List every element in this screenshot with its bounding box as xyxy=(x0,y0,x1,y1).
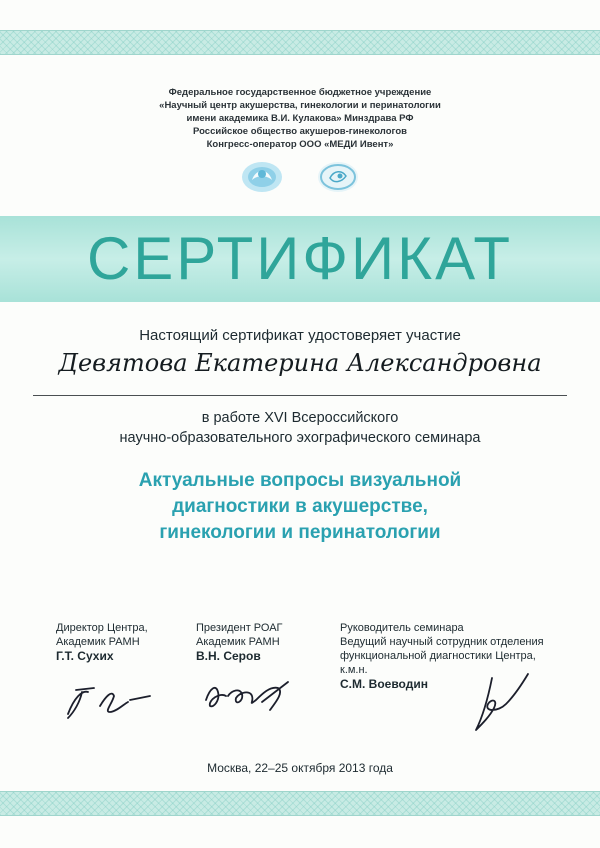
top-band-edge xyxy=(0,54,600,55)
name-underline xyxy=(33,395,567,396)
bottom-decorative-band xyxy=(0,791,600,815)
intro-text: Настоящий сертификат удостоверяет участие xyxy=(139,327,461,344)
org-line: Федеральное государственное бюджетное учреждение xyxy=(168,87,432,98)
recipient-name: Девятова Екатерина Александровна xyxy=(58,349,542,377)
signatory-title: функциональной диагностики Центра, xyxy=(340,650,536,662)
signatory-title: Руководитель семинара xyxy=(340,622,464,634)
certificate-title: СЕРТИФИКАТ xyxy=(86,225,514,292)
org-line: Конгресс-оператор ООО «МЕДИ Ивент» xyxy=(206,139,394,150)
top-band-edge xyxy=(0,30,600,31)
signatory-name: Г.Т. Сухих xyxy=(56,649,114,663)
topic-line: Актуальные вопросы визуальной xyxy=(138,470,462,491)
signatory-name: С.М. Воеводин xyxy=(340,677,428,691)
signatory-director xyxy=(56,621,148,663)
signature-voevodin xyxy=(462,668,542,738)
signatory-president xyxy=(196,621,283,663)
signature-sukhikh xyxy=(60,676,160,726)
signatory-title: Ведущий научный сотрудник отделения xyxy=(340,636,544,648)
top-decorative-band xyxy=(0,30,600,54)
org-line: «Научный центр акушерства, гинекологии и перинатологии xyxy=(159,100,441,111)
signatory-title: Президент РОАГ xyxy=(196,622,283,634)
signatory-name: В.Н. Серов xyxy=(196,649,261,663)
bottom-band-edge xyxy=(0,791,600,792)
place-and-date: Москва, 22–25 октября 2013 года xyxy=(207,761,393,775)
title-band xyxy=(0,216,600,302)
event-context xyxy=(0,408,600,448)
seminar-topic xyxy=(0,468,600,546)
signatory-title: Академик РАМН xyxy=(196,636,280,648)
society-logo-icon xyxy=(316,160,360,194)
org-line: Российское общество акушеров-гинекологов xyxy=(193,126,407,137)
context-line: в работе XVI Всероссийского xyxy=(201,410,399,426)
signatory-title: Директор Центра, xyxy=(56,622,148,634)
signatory-title: к.м.н. xyxy=(340,664,368,676)
signatory-title: Академик РАМН xyxy=(56,636,140,648)
organizers-block xyxy=(0,86,600,151)
org-line: имени академика В.И. Кулакова» Минздрава РФ xyxy=(186,113,414,124)
bottom-band-edge xyxy=(0,815,600,816)
center-logo-icon xyxy=(240,160,284,194)
logos-row xyxy=(0,160,600,200)
context-line: научно-образовательного эхографического семинара xyxy=(119,430,481,446)
topic-line: гинекологии и перинатологии xyxy=(159,522,441,543)
topic-line: диагностики в акушерстве, xyxy=(172,496,428,517)
signature-serov xyxy=(200,670,295,720)
